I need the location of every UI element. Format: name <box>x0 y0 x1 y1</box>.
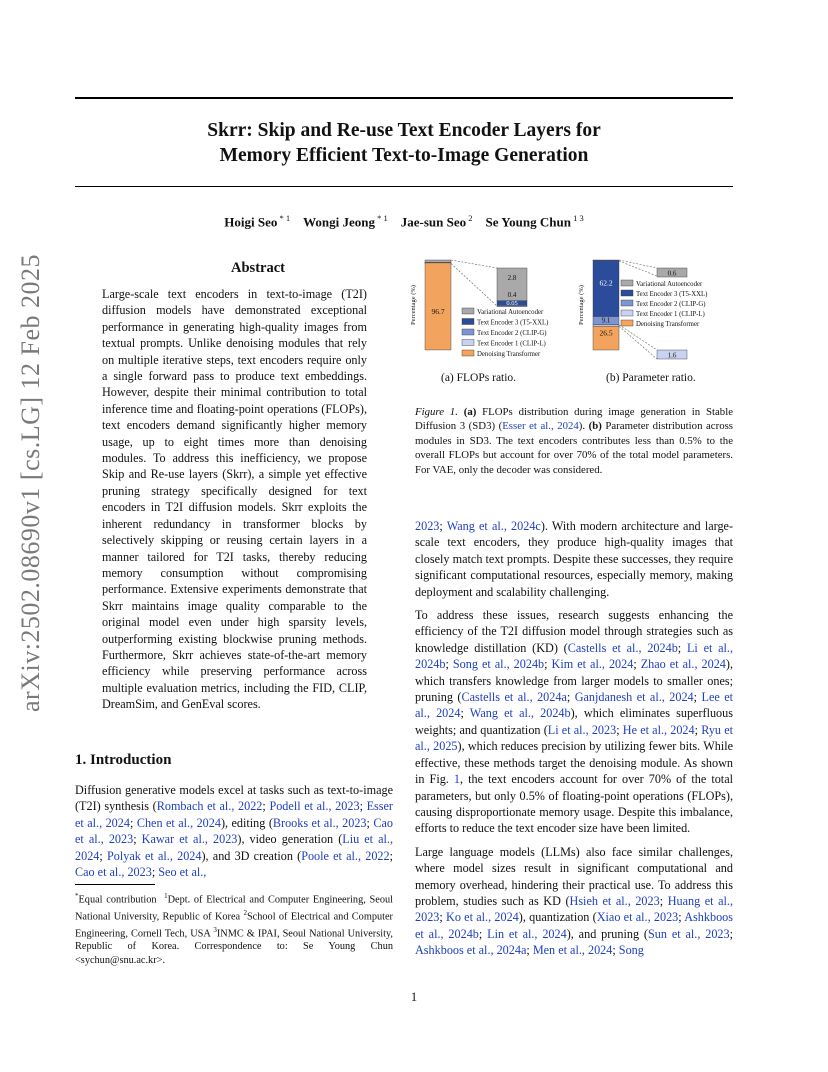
caption-label: Figure 1. <box>415 406 458 418</box>
citation-link[interactable]: Poole et al., 2022 <box>301 848 390 863</box>
intro-left-column <box>75 782 393 887</box>
citation-link[interactable]: Esser et al., 2024 <box>75 799 393 830</box>
text-run: ), video generation ( <box>237 832 343 847</box>
zoom-value-label: 0.6 <box>667 269 677 278</box>
zoom-value-label: 1.6 <box>667 351 677 360</box>
text-run: ; <box>633 657 641 672</box>
caption-a-marker: (a) <box>463 406 477 418</box>
footnote: *Equal contribution $^1$Dept. of Electrical and Computer Engineering, Seoul National University, Republic of Korea $^2$School of Electrical and Computer Engineering, Cornell Tech, USA $^3$INMC & IPAI, Seoul National University, Republic of Korea. Correspondence to: Se Young Chun <sychun@snu.ac.kr>. <box>75 892 393 966</box>
legend-swatch <box>462 340 474 346</box>
text-run: ; <box>616 722 623 737</box>
legend-swatch <box>621 300 633 306</box>
legend-label: Denoising Transformer <box>636 321 700 328</box>
citation-link[interactable]: Wang et al., 2024b <box>469 706 571 721</box>
citation-link[interactable]: Li et al., 2024b <box>415 640 734 672</box>
citation-link[interactable]: Lee et al., 2024 <box>415 690 734 721</box>
bar-segment <box>593 325 619 326</box>
caption-body-2: ). <box>578 420 589 433</box>
legend-swatch <box>621 310 633 316</box>
legend-swatch <box>462 329 474 335</box>
citation-link[interactable]: Polyak et al., 2024 <box>106 848 202 863</box>
abstract-heading: Abstract <box>231 260 285 276</box>
zoom-value-label: 2.8 <box>507 274 517 282</box>
citation-link[interactable]: Wang et al., 2024c <box>446 519 541 533</box>
text-run: ; <box>133 832 142 847</box>
text-run: ; <box>129 815 137 830</box>
citation-link[interactable]: Castells et al., 2024b <box>567 640 678 655</box>
text-run: ; <box>359 799 367 814</box>
citation-link[interactable]: Brooks et al., 2023 <box>272 815 367 830</box>
caption-citation[interactable]: Esser et al., 2024 <box>502 420 579 433</box>
title-bottom-rule <box>75 186 733 187</box>
footnote-rule <box>75 884 155 885</box>
citation-link[interactable]: Liu et al., 2024 <box>75 832 394 863</box>
citation-link[interactable]: Rombach et al., 2022 <box>156 799 263 814</box>
citation-link[interactable]: Cao et al., 2023 <box>75 815 394 847</box>
text-run: ; <box>439 910 447 925</box>
text-run: ; <box>99 848 107 863</box>
text-run: ; <box>612 943 619 958</box>
text-run: ; <box>544 657 552 672</box>
paper-title <box>75 118 733 168</box>
citation-link[interactable]: Ryu et al., 2025 <box>415 722 734 754</box>
author-affiliation-marker: 1 3 <box>570 213 584 223</box>
citation-link[interactable]: Castells et al., 2024a <box>461 690 567 705</box>
citation-link[interactable]: Hsieh et al., 2023 <box>569 893 660 908</box>
text-run: ), and 3D creation ( <box>201 848 302 863</box>
zoom-guide-line <box>619 325 657 350</box>
text-run: ; <box>659 893 668 908</box>
citation-link[interactable]: Zhao et al., 2024 <box>640 657 726 672</box>
text-run: ; <box>526 943 533 958</box>
citation-link[interactable]: Seo et al., <box>158 865 207 880</box>
arxiv-stamp: arXiv:2502.08690v1 [cs.LG] 12 Feb 2025 <box>16 253 45 712</box>
body-paragraph <box>415 518 733 600</box>
legend-swatch <box>462 319 474 325</box>
text-run: ; <box>445 657 453 672</box>
citation-link[interactable]: Song <box>618 943 644 958</box>
citation-link[interactable]: Li et al., 2023 <box>547 722 617 737</box>
bar-value-label: 9.1 <box>601 316 611 325</box>
footnote-equal: Equal contribution <box>78 894 157 906</box>
legend-label: Text Encoder 3 (T5-XXL) <box>636 291 708 298</box>
citation-link[interactable]: Podell et al., 2023 <box>269 799 360 814</box>
figure-caption <box>415 405 733 477</box>
text-run: ; <box>694 722 702 737</box>
text-run: ; <box>729 926 733 941</box>
citation-link[interactable]: Sun et al., 2023 <box>647 926 730 941</box>
title-line-2: Memory Efficient Text-to-Image Generation <box>219 145 589 166</box>
text-run: ), which transfers knowledge from larger models to smaller ones; pruning ( <box>415 657 733 705</box>
y-axis-label: Percentage (%) <box>578 285 585 325</box>
footnote-affil-3: INMC & IPAI, Seoul National University, Republic of Korea. Correspondence to: Se Young Chun <sychun@snu.ac.kr>. <box>75 928 393 966</box>
legend-label: Text Encoder 1 (CLIP-L) <box>636 311 705 318</box>
citation-link[interactable]: Men et al., 2024 <box>532 943 613 958</box>
footnote-affil-1: Dept. of Electrical and Computer Engineering, Seoul National University, Republic of Korea <box>75 894 393 923</box>
author-name: Wongi Jeong <box>303 214 375 230</box>
zoom-value-label: 0.05 <box>506 300 518 307</box>
author-affiliation-marker: * 1 <box>277 213 291 223</box>
text-run: ; <box>678 910 685 925</box>
text-run: ; <box>439 519 447 533</box>
text-run: To address these issues, research suggests enhancing the efficiency of the T2I diffusion model through strategies such as knowledge distillation (KD) ( <box>415 608 733 655</box>
zoom-value-label: 0.4 <box>507 291 517 299</box>
text-run: ; <box>566 690 575 705</box>
author-name: Hoigi Seo <box>224 214 278 230</box>
footnote-affil-2: School of Electrical and Computer Engineering, Cornell Tech, USA <box>75 911 393 940</box>
citation-link[interactable]: Huang et al., 2023 <box>415 893 734 925</box>
text-run: ). With modern architecture and large-scale text encoders, they produce high-quality images that closely match text prompts. Despite these successes, they require significant computational resources, especially memory, making deployment and scalability challenging. <box>415 519 734 599</box>
body-paragraph <box>415 844 733 959</box>
abstract-text <box>102 286 367 713</box>
bar-segment <box>425 260 451 263</box>
author-name: Se Young Chun <box>485 214 571 230</box>
text-run: ), quantization ( <box>518 910 597 925</box>
body-paragraph <box>415 607 733 837</box>
legend-swatch <box>462 350 474 356</box>
citation-link[interactable]: Lin et al., 2024 <box>487 926 567 941</box>
intro-paragraph <box>75 782 393 880</box>
abstract-paragraph: Large-scale text encoders in text-to-image (T2I) diffusion models have demonstrated exceptional performance in generating high-quality images from textual prompts. Unlike denoising modules that rely on multiple iterative steps, text encoders require only a single forward pass to produce text embeddings. However, despite their minimal contribution to total inference time and floating-point operations (FLOPs), text encoders demand significantly higher memory usage, up to eight times more than denoising modules. To address this inefficiency, we propose Skip and Re-use layers (Skrr), a simple yet effective pruning strategy specifically designed for text encoders in T2I diffusion models. Skrr exploits the inherent redundancy in transformer blocks by selectively skipping or reusing certain layers in a manner tailored for T2I tasks, thereby reducing memory consumption without compromising performance. Extensive experiments demonstrate that Skrr maintains image quality comparable to the original model even under high sparsity levels, outperforming existing blockwise pruning methods. Furthermore, Skrr achieves state-of-the-art memory efficiency while preserving performance across multiple evaluation metrics, including the FID, CLIP, DreamSim, and GenEval scores. <box>102 287 367 712</box>
text-run: Diffusion generative models excel at tasks such as text-to-image (T2I) synthesis ( <box>75 783 393 814</box>
zoom-guide-line <box>619 261 657 276</box>
caption-b-marker: (b) <box>588 420 602 433</box>
citation-link[interactable]: Song et al., 2024b <box>452 657 545 672</box>
author-affiliation-marker: * 1 <box>374 213 388 223</box>
citation-link[interactable]: Ko et al., 2024 <box>446 910 519 925</box>
legend-label: Text Encoder 3 (T5-XXL) <box>477 319 549 327</box>
subcaption-a: (a) FLOPs ratio. <box>441 372 517 384</box>
legend-label: Variational Autoencoder <box>477 309 544 316</box>
text-run: ), and pruning ( <box>566 926 648 941</box>
text-run: , the text encoders account for over 70% of the total parameters, but only 0.5% of floating-point operations (FLOPs), causing disproportionate memory usage. Despite this imbalance, efforts to reduce the text encoder size have been limited. <box>415 772 733 836</box>
author-affiliation-marker: 2 <box>466 213 473 223</box>
zoom-guide-line <box>619 326 657 359</box>
bar-segment <box>593 261 619 317</box>
citation-link[interactable]: Kim et al., 2024 <box>551 657 634 672</box>
subcaption-b: (b) Parameter ratio. <box>606 372 696 384</box>
text-run: ; <box>460 706 470 721</box>
text-run: ; <box>151 865 159 880</box>
text-run: ; <box>262 799 270 814</box>
caption-body-1: FLOPs distribution during image generation in Stable Diffusion 3 (SD3) ( <box>415 406 733 433</box>
top-rule <box>75 97 733 99</box>
zoom-guide-line <box>619 260 657 268</box>
citation-link[interactable]: Ganjdanesh et al., 2024 <box>574 690 694 705</box>
text-run: ), which reduces precision by utilizing fewer bits. While effective, these methods target the denoising module. As shown in Fig. <box>415 739 734 787</box>
zoom-guide-line <box>451 264 497 307</box>
introduction-heading: 1. Introduction <box>75 752 172 768</box>
citation-link[interactable]: Cao et al., 2023 <box>75 865 152 880</box>
text-run: ; <box>693 690 702 705</box>
bar-value-label: 62.2 <box>599 278 613 288</box>
legend-swatch <box>621 320 633 326</box>
citation-link[interactable]: 2023 <box>415 519 440 533</box>
legend-label: Text Encoder 2 (CLIP-G) <box>636 301 706 308</box>
legend-label: Denoising Transformer <box>477 351 541 358</box>
bar-value-label: 96.7 <box>431 307 445 316</box>
citation-link[interactable]: Kawar et al., 2023 <box>141 832 238 847</box>
legend-swatch <box>462 308 474 314</box>
citation-link[interactable]: Ashkboos et al., 2024a <box>415 943 527 958</box>
text-run: ), editing ( <box>220 815 273 830</box>
text-run: ; <box>478 926 488 941</box>
page-number: 1 <box>410 990 418 1004</box>
bar-value-label: 26.5 <box>599 328 613 338</box>
citation-link[interactable]: 1 <box>453 772 461 787</box>
text-run: ; <box>366 815 374 830</box>
zoom-guide-line <box>451 260 497 268</box>
author-list <box>75 213 733 230</box>
title-line-1: Skrr: Skip and Re-use Text Encoder Layers for <box>207 120 601 141</box>
text-run: Large language models (LLMs) also face similar challenges, where model sizes result in significant computational and memory overhead, hindering their practical use. To address this problem, studies such as KD ( <box>415 844 733 908</box>
y-axis-label: Percentage (%) <box>410 285 417 325</box>
text-run: ; <box>677 640 687 655</box>
text-run: ; <box>389 848 393 863</box>
legend-swatch <box>621 290 633 296</box>
citation-link[interactable]: Chen et al., 2024 <box>136 815 221 830</box>
text-run: ), which eliminates superfluous weights; and quantization ( <box>415 706 733 737</box>
legend-label: Text Encoder 2 (CLIP-G) <box>477 330 547 337</box>
right-column <box>415 518 733 966</box>
citation-link[interactable]: Ashkboos et al., 2024b <box>415 910 734 941</box>
author-name: Jae-sun Seo <box>400 214 467 230</box>
caption-body-3: Parameter distribution across modules in SD3. The text encoders contributes less than 0.5% to the overall FLOPs but account for over 70% of the total model parameters. For VAE, only the decoder was considered. <box>415 420 733 476</box>
citation-link[interactable]: Xiao et al., 2023 <box>596 910 679 925</box>
legend-swatch <box>621 280 633 286</box>
citation-link[interactable]: He et al., 2024 <box>622 722 695 737</box>
figure-1-charts <box>405 255 735 367</box>
legend-label: Variational Autoencoder <box>636 281 703 288</box>
legend-label: Text Encoder 1 (CLIP-L) <box>477 340 546 348</box>
